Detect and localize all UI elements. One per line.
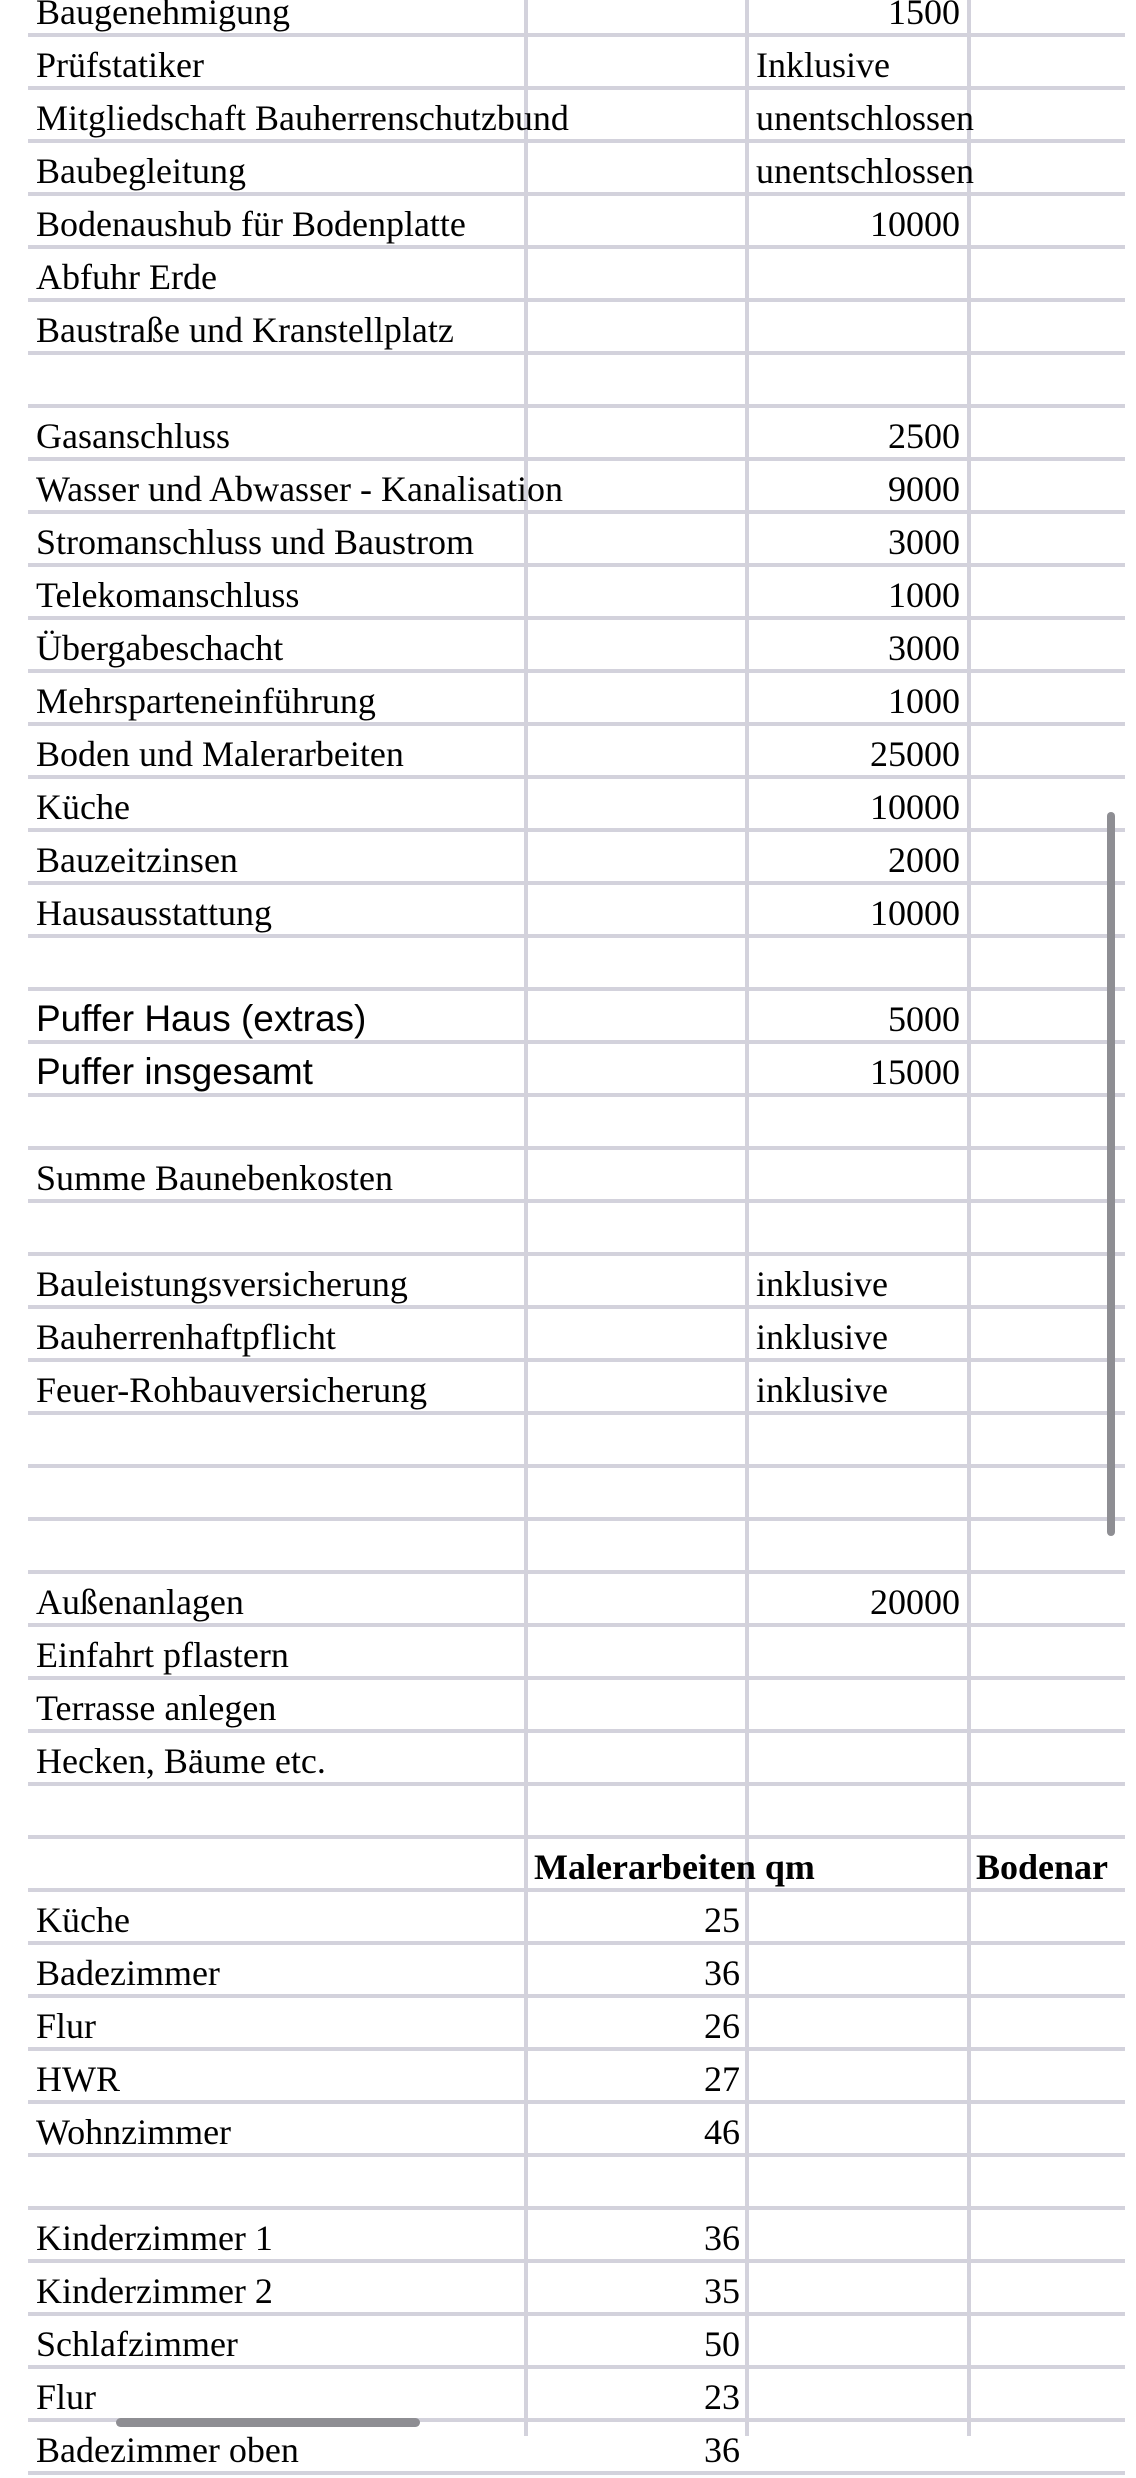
cell-label[interactable]: [36, 1786, 516, 1835]
cell-qm-value[interactable]: [524, 302, 740, 351]
cell-qm-value[interactable]: [524, 1044, 740, 1093]
cell-label[interactable]: Mitgliedschaft Bauherrenschutzbund: [36, 98, 569, 138]
cell-qm-value[interactable]: [524, 567, 740, 616]
cell-cost-value[interactable]: 3000: [888, 628, 960, 668]
cell-cost-value[interactable]: 2500: [888, 416, 960, 456]
cell-cost-value[interactable]: [748, 2369, 960, 2418]
cell-cost-value[interactable]: [748, 2316, 960, 2365]
cell-cost-value[interactable]: 15000: [870, 1052, 960, 1092]
cell-cost-value[interactable]: 25000: [870, 734, 960, 774]
table-row: [0, 567, 1125, 620]
cell-extra[interactable]: [976, 2369, 1136, 2418]
vertical-scrollbar[interactable]: [1107, 812, 1115, 1536]
cell-label[interactable]: [36, 1415, 516, 1464]
cell-qm-value[interactable]: 36: [704, 1953, 740, 1993]
cell-qm-value[interactable]: [524, 461, 740, 510]
cell-extra[interactable]: [976, 1892, 1136, 1941]
cell-cost-value[interactable]: inklusive: [756, 1317, 888, 1357]
cell-cost-value[interactable]: 20000: [870, 1582, 960, 1622]
cell-label[interactable]: Einfahrt pflastern: [36, 1635, 289, 1675]
table-row: [0, 779, 1125, 832]
cell-cost-value[interactable]: [748, 1203, 960, 1252]
table-row: [0, 1998, 1125, 2051]
table-row: [0, 2051, 1125, 2104]
cell-qm-value[interactable]: 46: [704, 2112, 740, 2152]
cell-cost-value[interactable]: [748, 249, 960, 298]
column-header-malerarbeiten[interactable]: Malerarbeiten qm: [534, 1847, 815, 1887]
cell-qm-value[interactable]: [524, 620, 740, 669]
cell-extra[interactable]: [976, 1733, 1136, 1782]
cell-qm-value[interactable]: [524, 196, 740, 245]
cell-extra[interactable]: [976, 143, 1136, 192]
cell-cost-value[interactable]: [748, 1892, 960, 1941]
cell-extra[interactable]: [976, 1998, 1136, 2047]
cell-cost-value[interactable]: [748, 2210, 960, 2259]
table-row: [0, 2316, 1125, 2369]
cell-qm-value[interactable]: [524, 832, 740, 881]
cell-label[interactable]: HWR: [36, 2059, 120, 2099]
cell-label[interactable]: Kinderzimmer 2: [36, 2271, 273, 2311]
table-row: [0, 1362, 1125, 1415]
cell-label[interactable]: Küche: [36, 787, 130, 827]
table-row: [0, 1786, 1125, 1839]
cell-cost-value[interactable]: 10000: [870, 204, 960, 244]
table-row: [0, 1150, 1125, 1203]
table-row: [0, 2263, 1125, 2316]
table-row: [0, 1203, 1125, 1256]
table-row: [0, 461, 1125, 514]
cell-label[interactable]: [36, 2157, 516, 2206]
cell-extra[interactable]: [976, 620, 1136, 669]
cell-qm-value[interactable]: [524, 991, 740, 1040]
cell-cost-value[interactable]: [748, 2263, 960, 2312]
cell-cost-value[interactable]: [748, 1415, 960, 1464]
cell-qm-value[interactable]: [524, 355, 740, 404]
cell-label[interactable]: Gasanschluss: [36, 416, 230, 456]
cell-label[interactable]: [36, 1097, 516, 1146]
cell-qm-value[interactable]: [524, 1150, 740, 1199]
cell-label[interactable]: Baugenehmigung: [36, 0, 290, 32]
cell-cost-value[interactable]: 5000: [888, 999, 960, 1039]
cell-label[interactable]: Baubegleitung: [36, 151, 246, 191]
cell-qm-value[interactable]: [524, 1786, 740, 1835]
cell-label[interactable]: Terrasse anlegen: [36, 1688, 277, 1728]
cell-qm-value[interactable]: 25: [704, 1900, 740, 1940]
table-row: [0, 1574, 1125, 1627]
cell-cost-value[interactable]: inklusive: [756, 1264, 888, 1304]
cell-label[interactable]: Prüfstatiker: [36, 45, 204, 85]
cell-qm-value[interactable]: [524, 1256, 740, 1305]
cell-label[interactable]: Telekomanschluss: [36, 575, 300, 615]
cell-label[interactable]: Boden und Malerarbeiten: [36, 734, 404, 774]
cell-qm-value[interactable]: 35: [704, 2271, 740, 2311]
cell-cost-value[interactable]: 1000: [888, 575, 960, 615]
cell-label[interactable]: Bauzeitzinsen: [36, 840, 238, 880]
table-row: [0, 1892, 1125, 1945]
cell-cost-value[interactable]: [748, 1733, 960, 1782]
table-row: [0, 2210, 1125, 2263]
cell-label[interactable]: Schlafzimmer: [36, 2324, 238, 2364]
cell-extra[interactable]: [976, 514, 1136, 563]
table-row: [0, 249, 1125, 302]
cell-extra[interactable]: [976, 0, 1136, 33]
table-row: [0, 1044, 1125, 1097]
table-row: [0, 1097, 1125, 1150]
cell-cost-value[interactable]: [748, 1945, 960, 1994]
table-row: [0, 302, 1125, 355]
cell-qm-value[interactable]: [524, 1627, 740, 1676]
table-row: [0, 1945, 1125, 1998]
table-row: [0, 1839, 1125, 1892]
cell-cost-value[interactable]: [748, 1786, 960, 1835]
cell-label[interactable]: Bauleistungsversicherung: [36, 1264, 408, 1304]
cell-cost-value[interactable]: 9000: [888, 469, 960, 509]
cell-cost-value[interactable]: [748, 355, 960, 404]
cell-cost-value[interactable]: [748, 1839, 960, 1888]
cell-cost-value[interactable]: 3000: [888, 522, 960, 562]
cell-qm-value[interactable]: [524, 1680, 740, 1729]
table-row: [0, 1733, 1125, 1786]
table-row: [0, 0, 1125, 37]
cell-qm-value[interactable]: 27: [704, 2059, 740, 2099]
cell-label[interactable]: Mehrsparteneinführung: [36, 681, 376, 721]
cell-label[interactable]: [36, 938, 516, 987]
cell-cost-value[interactable]: 1000: [888, 681, 960, 721]
cell-cost-value[interactable]: 10000: [870, 787, 960, 827]
cell-qm-value[interactable]: [524, 1362, 740, 1411]
cell-qm-value[interactable]: [524, 514, 740, 563]
cell-label[interactable]: Summe Baunebenkosten: [36, 1158, 393, 1198]
cell-label[interactable]: Außenanlagen: [36, 1582, 244, 1622]
cell-qm-value[interactable]: [524, 1574, 740, 1623]
table-row: [0, 90, 1125, 143]
table-row: [0, 673, 1125, 726]
cell-extra[interactable]: [976, 2422, 1136, 2471]
cell-qm-value[interactable]: [524, 885, 740, 934]
cell-extra[interactable]: [976, 249, 1136, 298]
table-row: [0, 1521, 1125, 1574]
cell-label[interactable]: Hecken, Bäume etc.: [36, 1741, 326, 1781]
horizontal-scrollbar[interactable]: [116, 2418, 420, 2427]
cell-label[interactable]: [36, 1839, 516, 1888]
cell-label[interactable]: Hausausstattung: [36, 893, 272, 933]
cell-cost-value[interactable]: 10000: [870, 893, 960, 933]
cell-cost-value[interactable]: [748, 2422, 960, 2471]
cell-extra[interactable]: [976, 567, 1136, 616]
cell-cost-value[interactable]: unentschlossen: [756, 98, 974, 138]
cell-label[interactable]: Wasser und Abwasser - Kanalisation: [36, 469, 563, 509]
table-row: [0, 1415, 1125, 1468]
cell-qm-value[interactable]: [524, 37, 740, 86]
table-row: [0, 143, 1125, 196]
cell-cost-value[interactable]: 2000: [888, 840, 960, 880]
cell-label[interactable]: [36, 355, 516, 404]
cell-extra[interactable]: [976, 461, 1136, 510]
cell-label[interactable]: Übergabeschacht: [36, 628, 284, 668]
cell-label[interactable]: Küche: [36, 1900, 130, 1940]
row-divider: [28, 2471, 1125, 2475]
cell-extra[interactable]: [976, 2210, 1136, 2259]
cell-cost-value[interactable]: Inklusive: [756, 45, 890, 85]
cell-extra[interactable]: [976, 1945, 1136, 1994]
table-row: [0, 355, 1125, 408]
cell-qm-value[interactable]: 26: [704, 2006, 740, 2046]
cell-extra[interactable]: [976, 1786, 1136, 1835]
cell-qm-value[interactable]: [524, 673, 740, 722]
cell-qm-value[interactable]: [524, 726, 740, 775]
table-row: [0, 1680, 1125, 1733]
cell-cost-value[interactable]: [748, 1468, 960, 1517]
cell-label[interactable]: Badezimmer oben: [36, 2430, 299, 2470]
cell-cost-value[interactable]: [748, 1627, 960, 1676]
cell-extra[interactable]: [976, 2051, 1136, 2100]
cell-extra[interactable]: [976, 1680, 1136, 1729]
cell-label[interactable]: Baustraße und Kranstellplatz: [36, 310, 454, 350]
cell-extra[interactable]: [976, 726, 1136, 775]
cell-extra[interactable]: [976, 673, 1136, 722]
cell-cost-value[interactable]: unentschlossen: [756, 151, 974, 191]
cell-qm-value[interactable]: [524, 1521, 740, 1570]
table-row: [0, 991, 1125, 1044]
cell-label[interactable]: Feuer-Rohbauversicherung: [36, 1370, 428, 1410]
cell-cost-value[interactable]: [748, 938, 960, 987]
cell-extra[interactable]: [976, 408, 1136, 457]
cell-qm-value[interactable]: [524, 2157, 740, 2206]
table-row: [0, 2104, 1125, 2157]
cell-extra[interactable]: [976, 90, 1136, 139]
table-row: [0, 885, 1125, 938]
table-row: [0, 196, 1125, 249]
cell-qm-value[interactable]: [524, 1468, 740, 1517]
cell-qm-value[interactable]: [524, 408, 740, 457]
cell-extra[interactable]: [976, 1574, 1136, 1623]
cell-qm-value[interactable]: [524, 779, 740, 828]
cell-qm-value[interactable]: [524, 90, 740, 139]
cell-extra[interactable]: [976, 37, 1136, 86]
cell-cost-value[interactable]: inklusive: [756, 1370, 888, 1410]
cell-label[interactable]: [36, 1203, 516, 1252]
cell-qm-value[interactable]: [524, 143, 740, 192]
cell-cost-value[interactable]: [748, 1521, 960, 1570]
table-row: [0, 726, 1125, 779]
cell-label[interactable]: Puffer Haus (extras): [36, 998, 367, 1039]
cell-qm-value[interactable]: 36: [704, 2430, 740, 2470]
cell-cost-value[interactable]: 1500: [888, 0, 960, 32]
table-row: [0, 1627, 1125, 1680]
cell-label[interactable]: [36, 1468, 516, 1517]
cell-qm-value[interactable]: 23: [704, 2377, 740, 2417]
table-row: [0, 514, 1125, 567]
cell-qm-value[interactable]: [524, 1733, 740, 1782]
cell-cost-value[interactable]: [748, 2104, 960, 2153]
cell-extra[interactable]: [976, 1627, 1136, 1676]
cell-extra[interactable]: [976, 2263, 1136, 2312]
cell-cost-value[interactable]: [748, 1998, 960, 2047]
cell-qm-value[interactable]: 36: [704, 2218, 740, 2258]
cell-cost-value[interactable]: [748, 1150, 960, 1199]
table-row: [0, 2369, 1125, 2422]
cell-cost-value[interactable]: [748, 1680, 960, 1729]
table-row: [0, 832, 1125, 885]
table-row: [0, 1256, 1125, 1309]
table-row: [0, 620, 1125, 673]
cell-qm-value[interactable]: [524, 1203, 740, 1252]
cell-qm-value[interactable]: [524, 938, 740, 987]
column-header-bodenarbeiten[interactable]: Bodenar: [976, 1847, 1109, 1887]
cell-label[interactable]: Kinderzimmer 1: [36, 2218, 273, 2258]
cell-cost-value[interactable]: [748, 1097, 960, 1146]
cell-qm-value[interactable]: [524, 249, 740, 298]
cell-extra[interactable]: [976, 302, 1136, 351]
cell-extra[interactable]: [976, 2104, 1136, 2153]
cell-label[interactable]: Stromanschluss und Baustrom: [36, 522, 474, 562]
cell-cost-value[interactable]: [748, 2051, 960, 2100]
table-row: [0, 2157, 1125, 2210]
cell-label[interactable]: Wohnzimmer: [36, 2112, 232, 2152]
cell-cost-value[interactable]: [748, 2157, 960, 2206]
cell-label[interactable]: Puffer insgesamt: [36, 1051, 313, 1092]
table-row: [0, 37, 1125, 90]
table-row: [0, 1309, 1125, 1362]
cell-label[interactable]: Badezimmer: [36, 1953, 220, 1993]
table-row: [0, 1468, 1125, 1521]
cell-label[interactable]: Bodenaushub für Bodenplatte: [36, 204, 466, 244]
cell-qm-value[interactable]: [524, 1309, 740, 1358]
cell-extra[interactable]: [976, 2316, 1136, 2365]
cell-label[interactable]: Abfuhr Erde: [36, 257, 217, 297]
cell-label[interactable]: Flur: [36, 2377, 97, 2417]
cell-extra[interactable]: [976, 196, 1136, 245]
cell-qm-value[interactable]: [524, 1097, 740, 1146]
cell-label[interactable]: [36, 1521, 516, 1570]
cell-cost-value[interactable]: [748, 302, 960, 351]
cell-qm-value[interactable]: [524, 1415, 740, 1464]
cell-extra[interactable]: [976, 2157, 1136, 2206]
table-row: [0, 2422, 1125, 2475]
table-row: [0, 938, 1125, 991]
cell-label[interactable]: Flur: [36, 2006, 97, 2046]
cell-qm-value[interactable]: 50: [704, 2324, 740, 2364]
cell-extra[interactable]: [976, 355, 1136, 404]
table-row: [0, 408, 1125, 461]
cell-label[interactable]: Bauherrenhaftpflicht: [36, 1317, 336, 1357]
cell-qm-value[interactable]: [524, 0, 740, 33]
